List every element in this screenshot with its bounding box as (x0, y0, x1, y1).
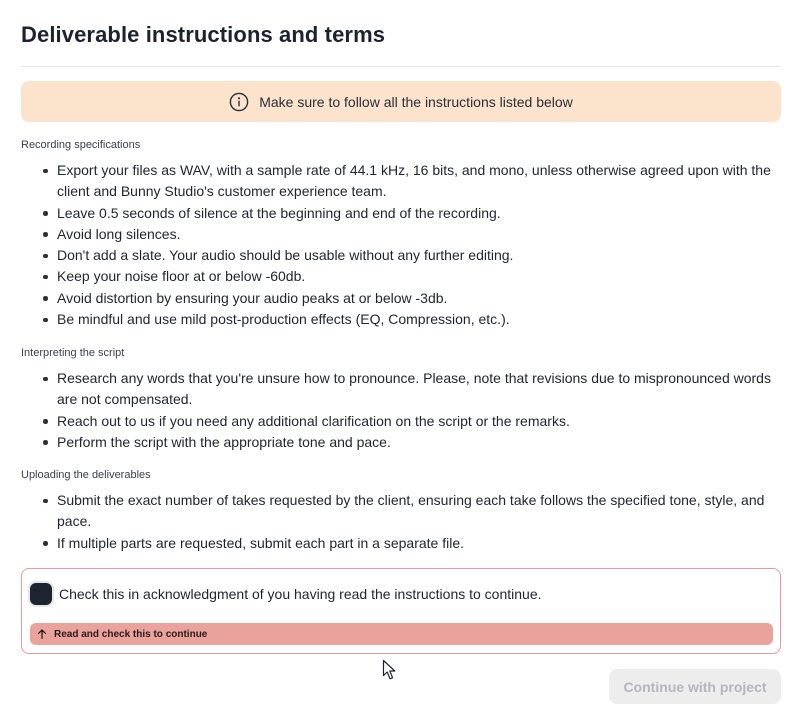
arrow-up-icon (37, 629, 47, 639)
acknowledgment-warning (30, 623, 773, 645)
page-title: Deliverable instructions and terms (21, 22, 386, 47)
list-item: Perform the script with the appropriate tone and pace. (57, 432, 781, 453)
list-item: Reach out to us if you need any additional clarification on the script or the remarks. (57, 411, 781, 432)
title-divider (21, 66, 780, 67)
interpreting-script-list (21, 368, 781, 453)
warning-text: Read and check this to continue (54, 628, 208, 640)
continue-with-project-button[interactable]: Continue with project (609, 669, 781, 704)
list-item: Avoid long silences. (57, 224, 781, 245)
section-label-interpreting: Interpreting the script (21, 347, 125, 359)
section-label-uploading: Uploading the deliverables (21, 469, 151, 481)
mouse-cursor-icon (382, 659, 398, 681)
acknowledgment-checkbox[interactable] (30, 583, 52, 605)
list-item: If multiple parts are requested, submit each part in a separate file. (57, 533, 781, 554)
list-item: Keep your noise floor at or below -60db. (57, 266, 781, 287)
section-label-recording: Recording specifications (21, 139, 141, 151)
recording-specifications-list (21, 160, 781, 330)
instructions-notice (21, 81, 781, 122)
list-item: Avoid distortion by ensuring your audio peaks at or below -3db. (57, 288, 781, 309)
list-item: Be mindful and use mild post-production effects (EQ, Compression, etc.). (57, 309, 781, 330)
list-item: Don't add a slate. Your audio should be usable without any further editing. (57, 245, 781, 266)
info-icon (229, 92, 249, 112)
acknowledgment-label[interactable]: Check this in acknowledgment of you having read the instructions to continue. (59, 586, 542, 602)
notice-text: Make sure to follow all the instructions listed below (259, 93, 573, 110)
list-item: Leave 0.5 seconds of silence at the beginning and end of the recording. (57, 203, 781, 224)
list-item: Research any words that you're unsure how to pronounce. Please, note that revisions due to mispronounced words are not compensated. (57, 368, 781, 411)
acknowledgment-box (21, 568, 781, 654)
list-item: Submit the exact number of takes requested by the client, ensuring each take follows the specified tone, style, and pace. (57, 490, 781, 533)
uploading-deliverables-list (21, 490, 781, 554)
list-item: Export your files as WAV, with a sample rate of 44.1 kHz, 16 bits, and mono, unless otherwise agreed upon with the client and Bunny Studio's customer experience team. (57, 160, 781, 203)
